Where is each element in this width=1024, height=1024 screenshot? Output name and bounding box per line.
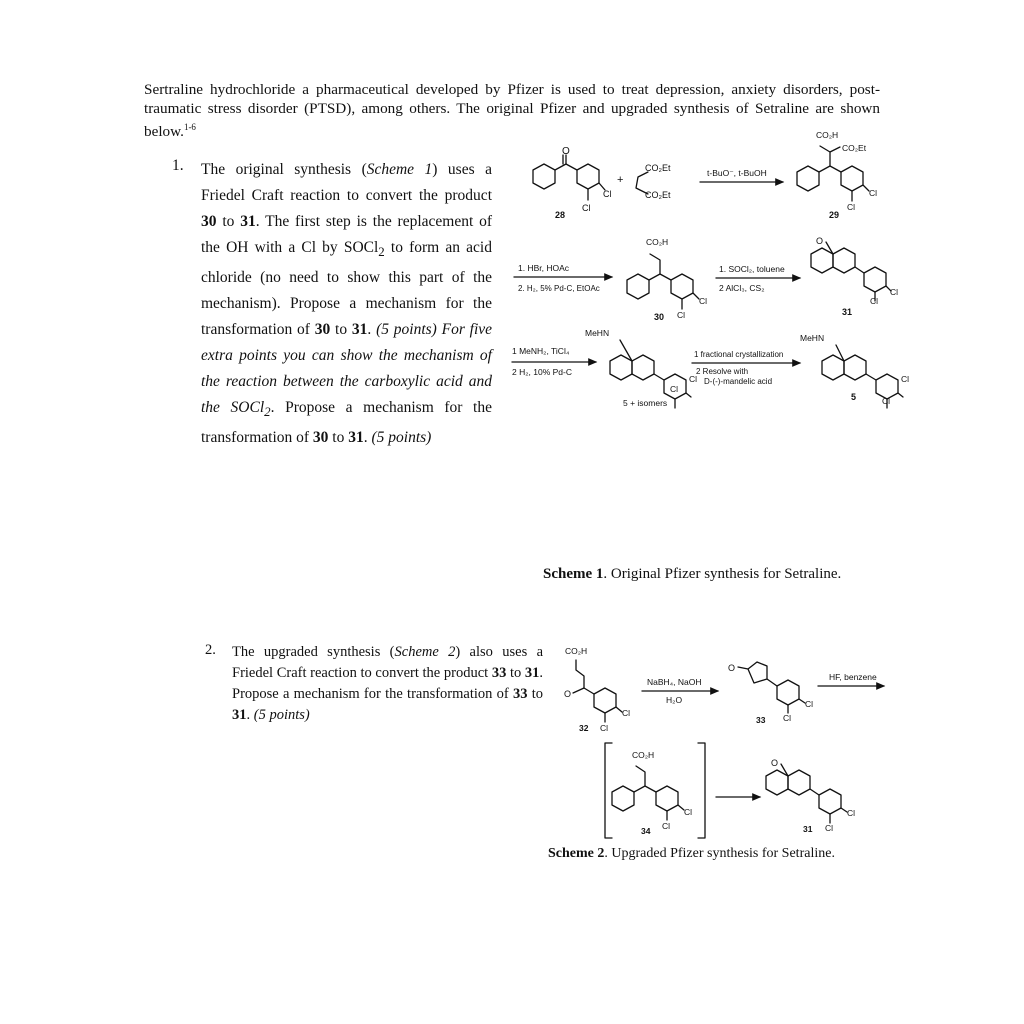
label-cl-34b: Cl [662,821,671,831]
reagent-h2-pdc-etoac: 2. H₂, 5% Pd-C, EtOAc [518,284,600,293]
compound-label-29: 29 [829,210,840,220]
label-cl-31b-b: Cl [825,823,834,833]
label-cl-29a: Cl [869,188,878,198]
label-co2h-32: CO₂H [565,646,588,656]
label-cl-28a: Cl [603,189,612,199]
label-co2h-29: CO₂H [816,130,839,140]
label-co2h-34: CO₂H [632,750,655,760]
label-cl-30b: Cl [677,310,686,320]
label-cl-31a-a: Cl [890,287,899,297]
label-co2et-a: CO₂Et [645,163,671,173]
compound-label-31a: 31 [842,307,853,317]
reagent-crystallization: 1 fractional crystallization [694,350,784,359]
label-cl-33b: Cl [783,713,792,723]
question-2-text: The upgraded synthesis (Scheme 2) also uses a Friedel Craft reaction to convert the product 33 to 31. Propose a mechanism for the transformation of 33 to 31. (5 points) [232,644,544,723]
compound-33-structure [728,662,813,725]
reagent-h2-10pdc: 2 H₂, 10% Pd-C [512,367,572,377]
label-co2et-b: CO₂Et [645,190,671,200]
reference-superscript: 1-6 [183,122,196,132]
label-o-33: O [728,663,736,673]
label-cl-32a: Cl [622,708,631,718]
compound-31-structure-b [766,758,855,834]
scheme-2-caption: Scheme 2. Upgraded Pfizer synthesis for Setraline. [548,846,835,861]
label-cl-29b: Cl [847,202,856,212]
compound-5-isomers-structure [585,328,697,408]
intro-paragraph: Sertraline hydrochloride a pharmaceutical developed by Pfizer is used to treat depression, anxiety disorders, post-traumatic stress disorder (PTSD), among others. The original Pfizer and upgraded synthesis of Setraline are shown below.$^{1-6}$ [144,81,880,141]
label-cl-32b: Cl [600,723,609,733]
label-o-31b: O [771,758,779,768]
bracket-left [605,743,612,838]
scheme-1-caption: Scheme 1. Original Pfizer synthesis for Setraline. [543,566,842,582]
label-o-32: O [564,689,572,699]
compound-label-31b: 31 [803,824,813,834]
reagent-menh2: 1 MeNH₂, TiCl₄ [512,346,570,356]
reagent-tbuo: t-BuO⁻, t-BuOH [707,168,767,178]
label-o-28: O [562,146,570,157]
reagent-hbr: 1. HBr, HOAc [518,263,570,273]
question-1-text: The original synthesis (Scheme 1) uses a Friedel Craft reaction to convert the product 30 to 31. The first step is the replacement of the OH with a Cl by SOCl$_2$ to form an acid chloride (no need to show this part of the mechanism). Propose a mechanism for the transformation of 30 to 31. (5 points) For five extra points you can show the mechanism of the reaction between the carboxylic acid and the SOCl$_2$. Propose a mechanism for the transformation of 30 to 31. (5 points) [201,161,493,447]
reagent-nabh4: NaBH₄, NaOH [647,677,702,687]
reagent-hf-benzene: HF, benzene [829,672,877,682]
compound-31-structure-a [811,236,898,317]
label-cl-5b-a: Cl [901,374,910,384]
bracket-right [698,743,705,838]
label-cl-31a-b: Cl [870,296,879,306]
plus-sign: + [617,174,624,186]
reagent-mandelic: D-(-)-mandelic acid [704,377,773,386]
compound-28-structure [533,146,612,220]
label-mehn-a: MeHN [585,328,610,338]
label-cl-31b-a: Cl [847,808,856,818]
reagent-h2o: H₂O [666,695,683,705]
compound-32-structure [564,646,630,733]
compound-label-30: 30 [654,312,665,322]
label-cl-30a: Cl [699,296,708,306]
reagent-socl2: 1. SOCl₂, toluene [719,264,785,274]
label-cl-5b-b: Cl [882,396,891,406]
label-cl-33a: Cl [805,699,814,709]
reagent-alcl3: 2 AlCl₃, CS₂ [719,283,765,293]
compound-34-structure [612,750,692,836]
label-o-31a: O [816,236,824,246]
label-cl-5a-a: Cl [689,374,698,384]
compound-5-structure [800,333,909,408]
question-2-number: 2. [205,642,216,658]
compound-30-structure [627,237,707,322]
compound-label-34: 34 [641,826,651,836]
label-cl-5a-b: Cl [670,384,679,394]
label-co2et-29: CO₂Et [842,143,867,153]
compound-label-32: 32 [579,723,589,733]
compound-label-5: 5 [851,392,857,402]
reagent-resolve: 2 Resolve with [696,367,749,376]
label-mehn-b: MeHN [800,333,825,343]
diethyl-succinate-structure [636,163,671,200]
compound-29-structure [797,130,877,220]
label-co2h-30: CO₂H [646,237,669,247]
compound-label-28: 28 [555,210,566,220]
question-1-number: 1. [172,157,184,174]
compound-label-33: 33 [756,715,766,725]
label-cl-34a: Cl [684,807,693,817]
compound-label-5-isomers: 5 + isomers [623,398,668,408]
label-cl-28b: Cl [582,203,591,213]
